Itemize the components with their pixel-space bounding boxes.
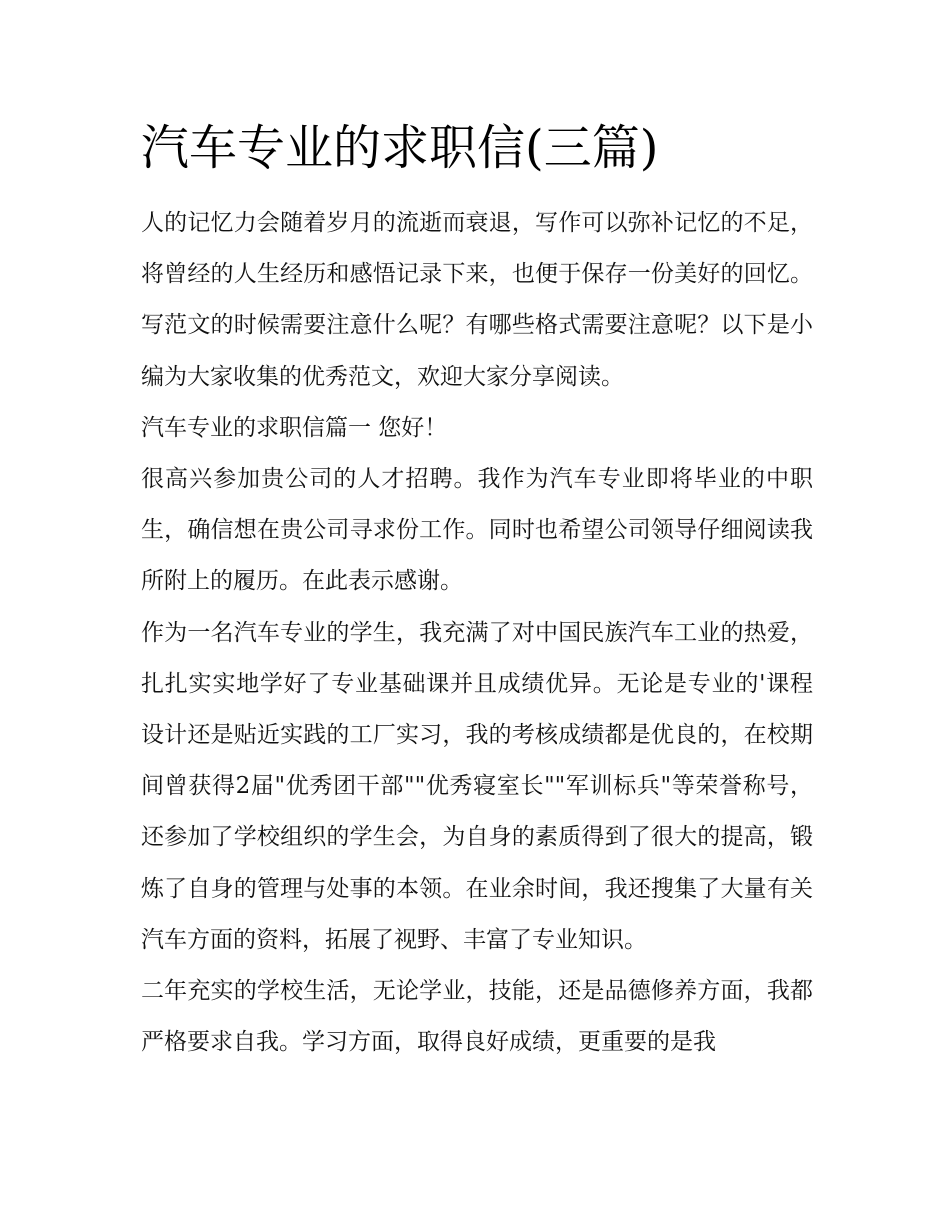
paragraph-achievements: 作为一名汽车专业的学生，我充满了对中国民族汽车工业的热爱，扎扎实实地学好了专业基础课并且成绩优异。无论是专业的'课程设计还是贴近实践的工厂实习，我的考核成绩都是优良的，在校期间曾获得2届"优秀团干部""优秀寝室长""军训标兵"等荣誉称号，还参加了学校组织的学生会，为自身的素质得到了很大的提高，锻炼了自身的管理与处事的本领。在业余时间，我还搜集了大量有关汽车方面的资料，拓展了视野、丰富了专业知识。: [141, 619, 813, 953]
document-body: [141, 198, 813, 1068]
document-title: 汽车专业的求职信(三篇): [141, 120, 659, 176]
paragraph-intro: 人的记忆力会随着岁月的流逝而衰退，写作可以弥补记忆的不足，将曾经的人生经历和感悟记录下来，也便于保存一份美好的回忆。写范文的时候需要注意什么呢？有哪些格式需要注意呢？以下是小编为大家收集的优秀范文，欢迎大家分享阅读。: [141, 210, 813, 390]
paragraph-opening: 很高兴参加贵公司的人才招聘。我作为汽车专业即将毕业的中职生，确信想在贵公司寻求份工作。同时也希望公司领导仔细阅读我所附上的履历。在此表示感谢。: [141, 466, 813, 595]
paragraph-school-life: 二年充实的学校生活，无论学业，技能，还是品德修养方面，我都严格要求自我。学习方面，取得良好成绩，更重要的是我: [141, 978, 813, 1056]
paragraph-heading-greeting: 汽车专业的求职信篇一 您好！: [141, 414, 448, 441]
